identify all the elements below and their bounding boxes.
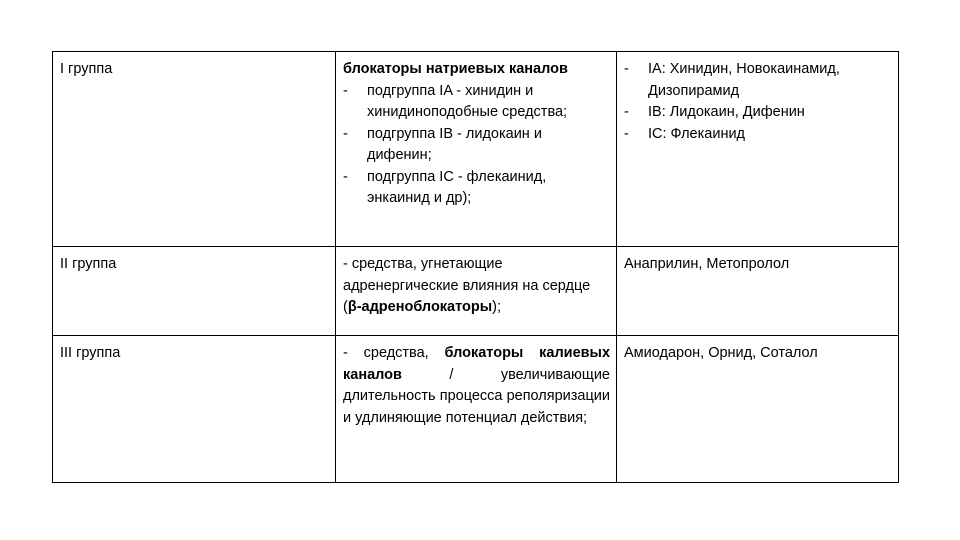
group-cell xyxy=(53,52,336,247)
mechanism-cell xyxy=(336,52,617,247)
mechanism-bold: β-адреноблокаторы xyxy=(347,299,493,315)
mechanism-list xyxy=(343,81,610,210)
mechanism-suffix: / увеличивающие длительность процесса реполяризации и удлиняющие потенциал действия; xyxy=(343,366,610,426)
mechanism-text: - средства, угнетающие адренергические влияния на сердце ( xyxy=(343,256,591,315)
group-label: I группа xyxy=(60,61,113,77)
group-label: II группа xyxy=(60,256,117,272)
list-item: - IB: Лидокаин, Дифенин xyxy=(624,104,805,120)
mechanism-text: - средства, xyxy=(343,345,445,361)
drugs-text: Анаприлин, Метопролол xyxy=(624,256,790,272)
list-item: - подгруппа IA - хинидин и хинидиноподобные средства; xyxy=(343,82,568,120)
mechanism-cell xyxy=(336,336,617,483)
drugs-cell xyxy=(617,336,899,483)
table-row xyxy=(53,336,899,483)
drugs-cell xyxy=(617,52,899,247)
group-label: III группа xyxy=(60,345,121,361)
table-row xyxy=(53,247,899,336)
group-cell xyxy=(53,336,336,483)
mechanism-title: блокаторы натриевых каналов xyxy=(343,61,568,77)
table-row xyxy=(53,52,899,247)
antiarrhythmic-groups-table xyxy=(52,51,899,483)
drugs-list xyxy=(624,59,892,145)
list-item: - подгруппа IC - флекаинид, энкаинид и др); xyxy=(343,168,547,206)
list-item: - IC: Флекаинид xyxy=(624,125,746,142)
mechanism-bold: блокаторы калиевых каналов xyxy=(343,345,611,383)
drugs-text: Амиодарон, Орнид, Соталол xyxy=(624,345,818,361)
drugs-cell xyxy=(617,247,899,336)
list-item: - подгруппа IB - лидокаин и дифенин; xyxy=(343,125,542,163)
mechanism-suffix: ); xyxy=(492,299,501,315)
mechanism-cell xyxy=(336,247,617,336)
list-item: - IA: Хинидин, Новокаинамид, Дизопирамид xyxy=(624,61,840,99)
group-cell xyxy=(53,247,336,336)
